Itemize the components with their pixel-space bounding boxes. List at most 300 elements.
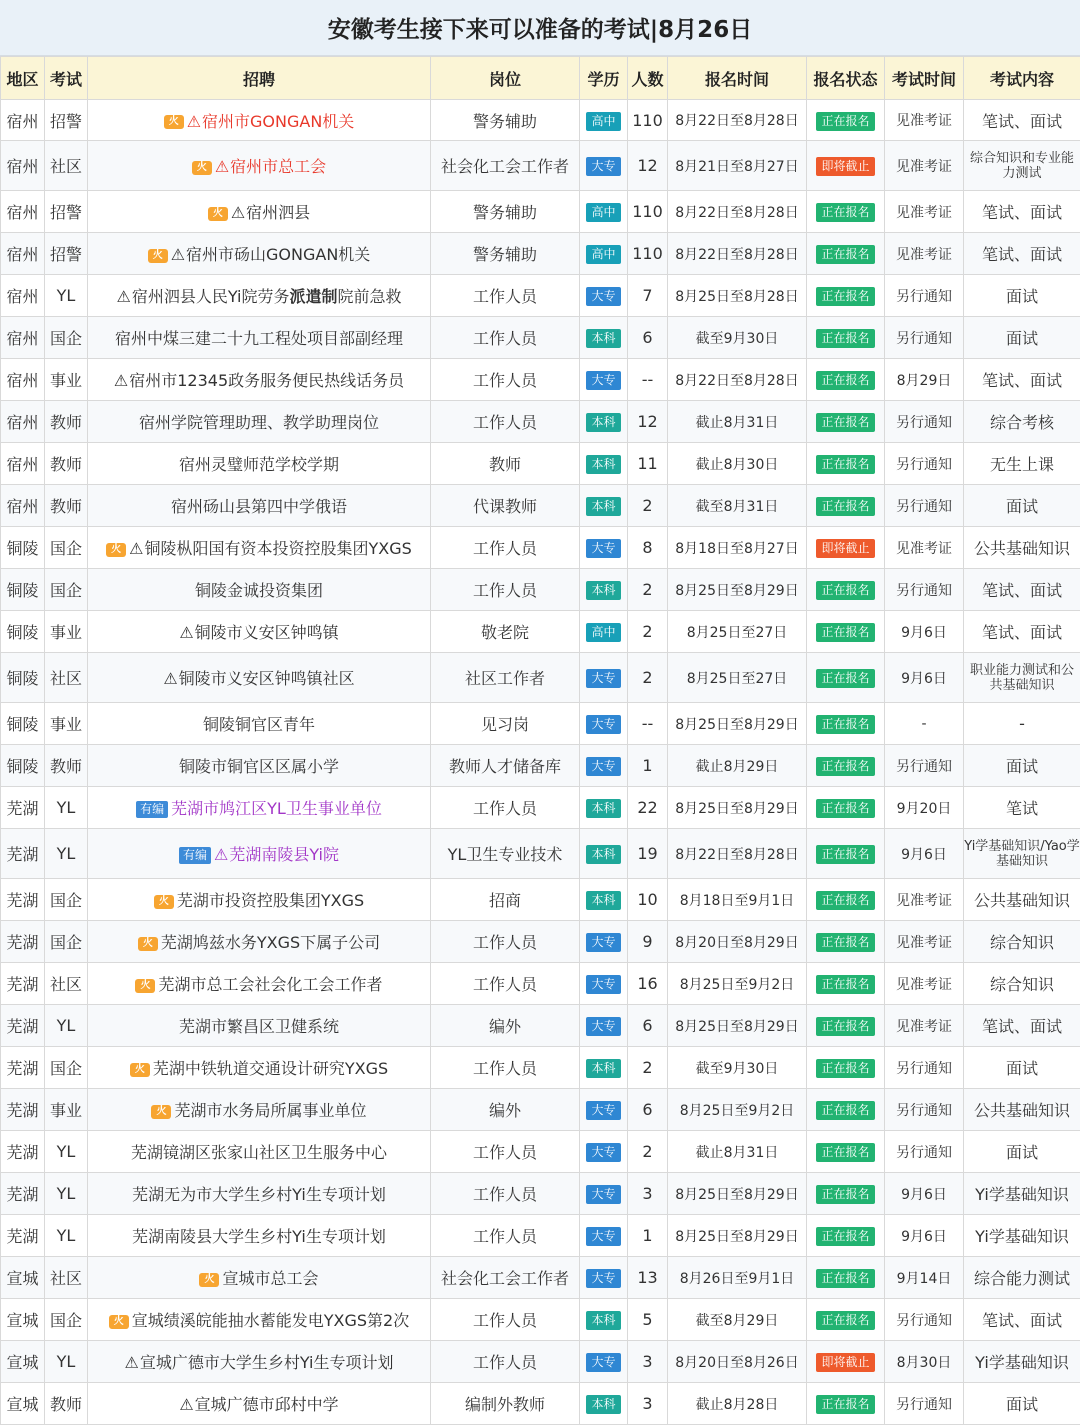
header-reg-time: 报名时间: [668, 57, 807, 100]
cell-region: 宣城: [1, 1341, 45, 1383]
cell-count: 110: [628, 100, 668, 141]
warning-icon: ⚠: [171, 245, 185, 264]
table-row: [1, 100, 1080, 141]
edu-badge: 大专: [586, 1143, 620, 1162]
cell-count: 6: [628, 1005, 668, 1047]
cell-type: YL: [45, 1131, 88, 1173]
note-icon: 有编: [136, 801, 168, 818]
table-row: [1, 1299, 1080, 1341]
cell-type: 社区: [45, 1257, 88, 1299]
table-row: [1, 829, 1080, 879]
cell-status: [807, 1131, 885, 1173]
cell-exam-time: 另行通知: [885, 1089, 964, 1131]
cell-edu: [580, 745, 628, 787]
cell-recruit: [88, 569, 431, 611]
edu-badge: 大专: [586, 1017, 620, 1036]
edu-badge: 大专: [586, 1353, 620, 1372]
cell-reg-time: 截至8月29日: [668, 1299, 807, 1341]
cell-exam-time: 见准考证: [885, 963, 964, 1005]
cell-reg-time: 截至9月30日: [668, 1047, 807, 1089]
fire-icon: 火: [138, 937, 158, 951]
cell-edu: [580, 443, 628, 485]
cell-position: 工作人员: [431, 963, 580, 1005]
cell-recruit: [88, 359, 431, 401]
cell-status: [807, 829, 885, 879]
cell-type: 国企: [45, 317, 88, 359]
recruit-text: 宿州市砀山GONGAN机关: [186, 245, 370, 264]
cell-count: 8: [628, 527, 668, 569]
cell-reg-time: 截止8月29日: [668, 745, 807, 787]
cell-type: 教师: [45, 1383, 88, 1425]
edu-badge: 本科: [586, 891, 620, 910]
header-type: 考试: [45, 57, 88, 100]
cell-type: YL: [45, 275, 88, 317]
cell-recruit: [88, 703, 431, 745]
recruit-text: 宣城广德市大学生乡村Yi生专项计划: [140, 1353, 394, 1372]
cell-position: 工作人员: [431, 569, 580, 611]
recruit-text: 宿州砀山县第四中学俄语: [171, 497, 347, 516]
cell-reg-time: 8月22日至8月28日: [668, 359, 807, 401]
cell-status: [807, 921, 885, 963]
cell-status: [807, 1005, 885, 1047]
cell-content: 综合能力测试: [964, 1257, 1080, 1299]
cell-type: 教师: [45, 401, 88, 443]
status-badge: 正在报名: [816, 1143, 874, 1162]
cell-count: 3: [628, 1173, 668, 1215]
cell-type: 事业: [45, 703, 88, 745]
cell-edu: [580, 1341, 628, 1383]
warning-icon: ⚠: [163, 669, 177, 688]
cell-type: 事业: [45, 611, 88, 653]
cell-position: 工作人员: [431, 787, 580, 829]
cell-reg-time: 截至8月31日: [668, 485, 807, 527]
cell-recruit: [88, 233, 431, 275]
cell-status: [807, 527, 885, 569]
cell-edu: [580, 1047, 628, 1089]
header-content: 考试内容: [964, 57, 1080, 100]
fire-icon: 火: [208, 207, 228, 221]
cell-count: 13: [628, 1257, 668, 1299]
status-badge: 正在报名: [816, 203, 874, 222]
cell-position: 编外: [431, 1005, 580, 1047]
cell-count: 12: [628, 401, 668, 443]
header-status: 报名状态: [807, 57, 885, 100]
cell-position: 社会化工会工作者: [431, 141, 580, 191]
cell-status: [807, 1047, 885, 1089]
cell-content: 面试: [964, 1131, 1080, 1173]
cell-recruit: [88, 1173, 431, 1215]
status-badge: 即将截止: [816, 539, 874, 558]
cell-reg-time: 截止8月31日: [668, 401, 807, 443]
cell-content: 笔试、面试: [964, 1299, 1080, 1341]
cell-type: 社区: [45, 653, 88, 703]
cell-reg-time: 截止8月31日: [668, 1131, 807, 1173]
cell-region: 铜陵: [1, 611, 45, 653]
cell-region: 宿州: [1, 401, 45, 443]
recruit-tail-text: 院前急救: [338, 287, 402, 306]
cell-content: 综合考核: [964, 401, 1080, 443]
cell-recruit: [88, 401, 431, 443]
recruit-text: 芜湖无为市大学生乡村Yi生专项计划: [132, 1185, 386, 1204]
header-exam-time: 考试时间: [885, 57, 964, 100]
table-row: [1, 963, 1080, 1005]
cell-content: 综合知识和专业能力测试: [964, 141, 1080, 191]
cell-edu: [580, 1215, 628, 1257]
cell-exam-time: 8月30日: [885, 1341, 964, 1383]
status-badge: 即将截止: [816, 1353, 874, 1372]
cell-exam-time: 另行通知: [885, 1047, 964, 1089]
cell-type: 社区: [45, 141, 88, 191]
cell-edu: [580, 1131, 628, 1173]
cell-exam-time: 另行通知: [885, 1131, 964, 1173]
cell-content: 面试: [964, 1047, 1080, 1089]
table-row: [1, 141, 1080, 191]
fire-icon: 火: [192, 161, 212, 175]
cell-exam-time: 另行通知: [885, 745, 964, 787]
cell-exam-time: 另行通知: [885, 485, 964, 527]
cell-status: [807, 100, 885, 141]
cell-exam-time: 另行通知: [885, 1383, 964, 1425]
edu-badge: 本科: [586, 581, 620, 600]
cell-edu: [580, 569, 628, 611]
cell-recruit: [88, 141, 431, 191]
cell-count: --: [628, 359, 668, 401]
cell-region: 芜湖: [1, 1047, 45, 1089]
status-badge: 正在报名: [816, 371, 874, 390]
cell-reg-time: 8月25日至8月29日: [668, 569, 807, 611]
edu-badge: 本科: [586, 497, 620, 516]
cell-content: 面试: [964, 745, 1080, 787]
cell-exam-time: 另行通知: [885, 443, 964, 485]
cell-recruit: [88, 879, 431, 921]
cell-content: 笔试、面试: [964, 1005, 1080, 1047]
cell-type: 社区: [45, 963, 88, 1005]
cell-exam-time: 见准考证: [885, 191, 964, 233]
edu-badge: 本科: [586, 799, 620, 818]
cell-exam-time: 另行通知: [885, 275, 964, 317]
cell-reg-time: 8月25日至8月29日: [668, 1005, 807, 1047]
cell-count: 2: [628, 1131, 668, 1173]
cell-reg-time: 截止8月28日: [668, 1383, 807, 1425]
recruit-text: 铜陵市铜官区区属小学: [179, 757, 339, 776]
recruit-text: 宿州灵璧师范学校学期: [179, 455, 339, 474]
table-row: [1, 317, 1080, 359]
cell-recruit: [88, 100, 431, 141]
cell-edu: [580, 1173, 628, 1215]
cell-recruit: [88, 1047, 431, 1089]
recruit-text: 宿州学院管理助理、教学助理岗位: [139, 413, 379, 432]
cell-edu: [580, 141, 628, 191]
cell-recruit: [88, 1215, 431, 1257]
recruit-text: 铜陵市义安区钟鸣镇社区: [179, 669, 355, 688]
cell-exam-time: 见准考证: [885, 1005, 964, 1047]
status-badge: 正在报名: [816, 1059, 874, 1078]
cell-exam-time: 见准考证: [885, 921, 964, 963]
table-row: [1, 787, 1080, 829]
cell-region: 宿州: [1, 275, 45, 317]
cell-region: 宿州: [1, 233, 45, 275]
cell-exam-time: 见准考证: [885, 527, 964, 569]
cell-reg-time: 8月20日至8月26日: [668, 1341, 807, 1383]
status-badge: 正在报名: [816, 1101, 874, 1120]
status-badge: 正在报名: [816, 413, 874, 432]
cell-exam-time: 9月20日: [885, 787, 964, 829]
warning-icon: ⚠: [129, 539, 143, 558]
cell-status: [807, 1173, 885, 1215]
warning-icon: ⚠: [114, 371, 128, 390]
cell-recruit: [88, 653, 431, 703]
recruit-text: 铜陵铜官区青年: [203, 715, 315, 734]
edu-badge: 本科: [586, 329, 620, 348]
cell-position: 工作人员: [431, 317, 580, 359]
cell-status: [807, 359, 885, 401]
recruit-text: 宿州市总工会: [230, 157, 326, 176]
cell-status: [807, 191, 885, 233]
cell-recruit: [88, 485, 431, 527]
fire-icon: 火: [130, 1063, 150, 1077]
cell-recruit: [88, 1131, 431, 1173]
edu-badge: 大专: [586, 1227, 620, 1246]
recruit-text: 宣城广德市邱村中学: [195, 1395, 339, 1414]
cell-recruit: [88, 611, 431, 653]
warning-icon: ⚠: [125, 1353, 139, 1372]
edu-badge: 高中: [586, 623, 620, 642]
cell-count: 110: [628, 233, 668, 275]
recruit-text: 芜湖市鸠江区YL卫生事业单位: [171, 799, 382, 818]
cell-recruit: [88, 829, 431, 879]
cell-exam-time: 9月6日: [885, 1215, 964, 1257]
warning-icon: ⚠: [179, 623, 193, 642]
header-recruit: 招聘: [88, 57, 431, 100]
cell-region: 宿州: [1, 317, 45, 359]
cell-content: Yi学基础知识: [964, 1173, 1080, 1215]
header-edu: 学历: [580, 57, 628, 100]
cell-region: 宣城: [1, 1257, 45, 1299]
edu-badge: 大专: [586, 669, 620, 688]
cell-exam-time: 另行通知: [885, 401, 964, 443]
cell-recruit: [88, 745, 431, 787]
cell-exam-time: 见准考证: [885, 879, 964, 921]
recruit-text: 宿州市GONGAN机关: [202, 112, 354, 131]
table-row: [1, 611, 1080, 653]
cell-position: 见习岗: [431, 703, 580, 745]
fire-icon: 火: [109, 1315, 129, 1329]
cell-exam-time: 见准考证: [885, 100, 964, 141]
cell-content: 公共基础知识: [964, 1089, 1080, 1131]
edu-badge: 大专: [586, 287, 620, 306]
cell-reg-time: 8月18日至8月27日: [668, 527, 807, 569]
cell-recruit: [88, 1299, 431, 1341]
status-badge: 正在报名: [816, 757, 874, 776]
cell-position: 招商: [431, 879, 580, 921]
cell-type: YL: [45, 1173, 88, 1215]
status-badge: 正在报名: [816, 581, 874, 600]
recruit-text: 宣城绩溪皖能抽水蓄能发电YXGS第2次: [132, 1311, 409, 1330]
cell-recruit: [88, 1383, 431, 1425]
cell-exam-time: -: [885, 703, 964, 745]
cell-reg-time: 8月21日至8月27日: [668, 141, 807, 191]
cell-count: 2: [628, 485, 668, 527]
cell-edu: [580, 1383, 628, 1425]
cell-reg-time: 8月25日至9月2日: [668, 1089, 807, 1131]
cell-exam-time: 9月6日: [885, 829, 964, 879]
cell-exam-time: 见准考证: [885, 141, 964, 191]
header-position: 岗位: [431, 57, 580, 100]
cell-type: YL: [45, 1341, 88, 1383]
table-row: [1, 921, 1080, 963]
cell-type: YL: [45, 787, 88, 829]
table-row: [1, 1383, 1080, 1425]
table-row: [1, 703, 1080, 745]
warning-icon: ⚠: [214, 845, 228, 864]
cell-edu: [580, 653, 628, 703]
cell-position: 社区工作者: [431, 653, 580, 703]
cell-type: 教师: [45, 443, 88, 485]
cell-reg-time: 8月25日至9月2日: [668, 963, 807, 1005]
recruit-text: 铜陵金诚投资集团: [195, 581, 323, 600]
status-badge: 正在报名: [816, 287, 874, 306]
cell-type: 教师: [45, 485, 88, 527]
cell-edu: [580, 359, 628, 401]
cell-status: [807, 703, 885, 745]
cell-edu: [580, 100, 628, 141]
cell-count: --: [628, 703, 668, 745]
cell-region: 芜湖: [1, 1089, 45, 1131]
cell-type: 国企: [45, 879, 88, 921]
cell-status: [807, 963, 885, 1005]
cell-status: [807, 745, 885, 787]
cell-count: 22: [628, 787, 668, 829]
table-row: [1, 653, 1080, 703]
cell-type: YL: [45, 829, 88, 879]
recruit-text: 宿州泗县: [246, 203, 310, 222]
edu-badge: 高中: [586, 112, 620, 131]
edu-badge: 本科: [586, 1395, 620, 1414]
fire-icon: 火: [106, 543, 126, 557]
status-badge: 正在报名: [816, 1017, 874, 1036]
cell-region: 芜湖: [1, 921, 45, 963]
recruit-text: 芜湖市总工会社会化工会工作者: [158, 975, 382, 994]
cell-region: 芜湖: [1, 879, 45, 921]
cell-position: 警务辅助: [431, 233, 580, 275]
status-badge: 正在报名: [816, 845, 874, 864]
cell-exam-time: 另行通知: [885, 569, 964, 611]
cell-reg-time: 8月22日至8月28日: [668, 829, 807, 879]
cell-exam-time: 9月6日: [885, 1173, 964, 1215]
cell-count: 3: [628, 1341, 668, 1383]
cell-status: [807, 443, 885, 485]
edu-badge: 大专: [586, 933, 620, 952]
cell-status: [807, 653, 885, 703]
edu-badge: 大专: [586, 975, 620, 994]
cell-region: 铜陵: [1, 745, 45, 787]
cell-position: 社会化工会工作者: [431, 1257, 580, 1299]
cell-recruit: [88, 1341, 431, 1383]
cell-count: 2: [628, 653, 668, 703]
cell-count: 6: [628, 1089, 668, 1131]
cell-status: [807, 141, 885, 191]
cell-content: 笔试、面试: [964, 569, 1080, 611]
cell-edu: [580, 921, 628, 963]
status-badge: 正在报名: [816, 1185, 874, 1204]
table-row: [1, 745, 1080, 787]
table-row: [1, 1005, 1080, 1047]
status-badge: 正在报名: [816, 112, 874, 131]
status-badge: 正在报名: [816, 497, 874, 516]
status-badge: 正在报名: [816, 1311, 874, 1330]
cell-recruit: [88, 1005, 431, 1047]
table-row: [1, 1131, 1080, 1173]
edu-badge: 大专: [586, 539, 620, 558]
cell-edu: [580, 1299, 628, 1341]
cell-region: 宣城: [1, 1383, 45, 1425]
table-row: [1, 569, 1080, 611]
cell-status: [807, 1383, 885, 1425]
table-row: [1, 1089, 1080, 1131]
cell-edu: [580, 963, 628, 1005]
cell-edu: [580, 485, 628, 527]
cell-position: 工作人员: [431, 401, 580, 443]
cell-region: 铜陵: [1, 653, 45, 703]
cell-region: 宿州: [1, 359, 45, 401]
cell-region: 宿州: [1, 443, 45, 485]
cell-recruit: [88, 317, 431, 359]
cell-content: 无生上课: [964, 443, 1080, 485]
cell-edu: [580, 879, 628, 921]
cell-content: Yi学基础知识: [964, 1341, 1080, 1383]
cell-count: 2: [628, 1047, 668, 1089]
edu-badge: 大专: [586, 757, 620, 776]
cell-status: [807, 317, 885, 359]
status-badge: 正在报名: [816, 1227, 874, 1246]
cell-region: 芜湖: [1, 1131, 45, 1173]
table-row: [1, 401, 1080, 443]
cell-edu: [580, 1089, 628, 1131]
table-row: [1, 443, 1080, 485]
cell-region: 芜湖: [1, 787, 45, 829]
cell-status: [807, 611, 885, 653]
cell-position: 编制外教师: [431, 1383, 580, 1425]
cell-position: 教师: [431, 443, 580, 485]
cell-region: 宿州: [1, 100, 45, 141]
cell-edu: [580, 1005, 628, 1047]
cell-edu: [580, 703, 628, 745]
cell-region: 铜陵: [1, 527, 45, 569]
edu-badge: 大专: [586, 1269, 620, 1288]
status-badge: 正在报名: [816, 975, 874, 994]
status-badge: 正在报名: [816, 799, 874, 818]
table-row: [1, 879, 1080, 921]
table-row: [1, 359, 1080, 401]
edu-badge: 高中: [586, 245, 620, 264]
recruit-text: 宿州泗县人民Yi院劳务: [132, 287, 290, 306]
cell-content: Yi学基础知识: [964, 1215, 1080, 1257]
exam-table: [0, 56, 1080, 1425]
cell-position: 工作人员: [431, 1047, 580, 1089]
status-badge: 正在报名: [816, 623, 874, 642]
status-badge: 正在报名: [816, 891, 874, 910]
cell-count: 1: [628, 1215, 668, 1257]
cell-reg-time: 8月20日至8月29日: [668, 921, 807, 963]
table-row: [1, 1341, 1080, 1383]
table-row: [1, 1215, 1080, 1257]
table-row: [1, 191, 1080, 233]
recruit-text: 芜湖鸠兹水务YXGS下属子公司: [161, 933, 380, 952]
note-icon: 有编: [179, 847, 211, 864]
cell-reg-time: 8月25日至27日: [668, 611, 807, 653]
cell-content: 面试: [964, 485, 1080, 527]
cell-status: [807, 569, 885, 611]
